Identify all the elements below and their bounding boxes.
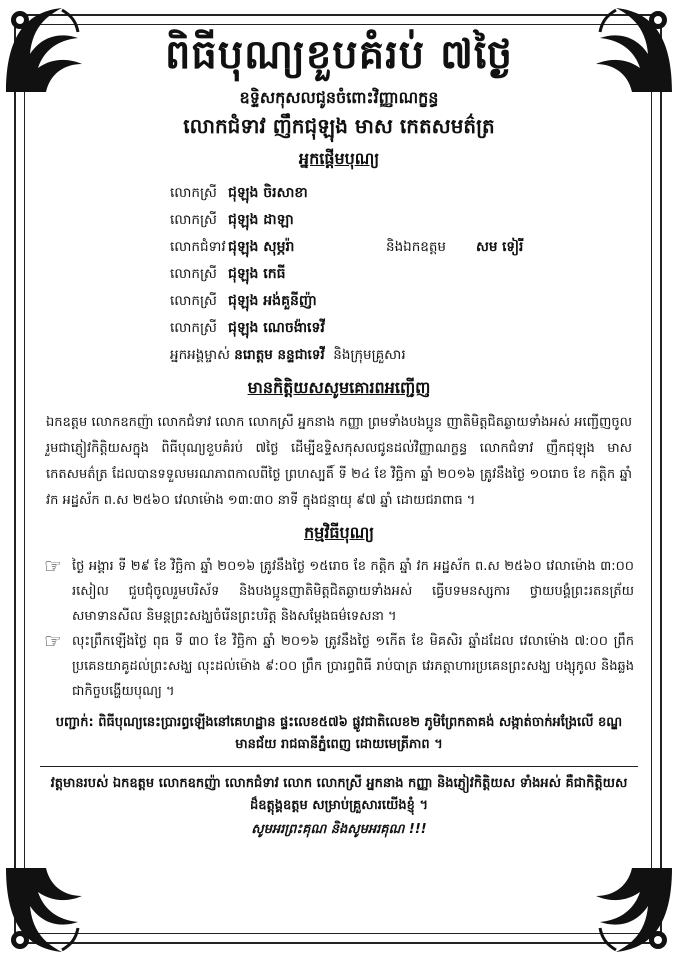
sponsor-row: [170, 315, 590, 342]
dedication-line: ឧទ្ទិសកុសលជូនចំពោះវិញ្ញាណក្ខន្ធ: [239, 88, 439, 107]
sponsor-row: [170, 288, 590, 315]
sponsor-name: ជុឡុង ណេចង៉ាទេវី: [228, 320, 325, 337]
thanks-line: សូមអរព្រះគុណ និងសូមអរគុណ !!!: [251, 822, 427, 838]
sponsor-name: ជុឡុង ចិរសាខា: [228, 185, 308, 202]
program-item: [44, 629, 634, 704]
sponsor-partner: សម ទៀរី: [476, 239, 524, 256]
sponsor-title: លោកស្រី: [170, 185, 217, 202]
sponsor-title: លោកស្រី: [170, 320, 217, 337]
invitation-body: [40, 30, 638, 840]
sponsor-name: ជុឡុង កេធី: [228, 266, 286, 283]
corner-flourish-icon: [2, 862, 98, 958]
sponsor-title: លោកស្រី: [170, 266, 217, 283]
deceased-name: លោកជំទាវ ញឹកជុឡុង មាស កេតសមត៌ត្រ: [183, 114, 495, 138]
sponsor-row: [170, 234, 590, 261]
organizer-label: អ្នកអង្គម្ចាស់: [170, 347, 230, 364]
invite-heading: មានកិត្តិយសសូមគោរពអញ្ជើញ: [247, 378, 431, 398]
sponsor-name: ជុឡុង សុម្ភរ៉ា: [228, 239, 295, 256]
program-item-text: លុះព្រឹកឡើងថ្ងៃ ពុធ ទី ៣០ ខែ វិច្ឆិកា ឆ្នាំ ២០១៦ ត្រូវនឹងថ្ងៃ ១កើត ខែ មិគសិរ ឆ្នាំដដែល វេលាម៉ោង ៧:០០ ព្រឹក ប្រគេនយាគូដល់ព្រះសង្ឃ លុះដល់ម៉ោង ៩:០០ ព្រឹក ប្រារព្ធពិធី រាប់បាត្រ វេរភត្តាហារប្រគេនព្រះសង្ឃ បង្សុកូល និងឆ្លងជាកិច្ចបង្ហើយបុណ្យ ។: [72, 634, 634, 700]
sponsor-name: ជុឡុង អង់គួនីញ៉ា: [228, 293, 317, 310]
sponsor-and-label: និងឯកឧត្តម: [386, 239, 446, 256]
pointing-hand-icon: ☞: [44, 629, 62, 654]
program-item: [44, 554, 634, 629]
sponsor-title: លោកជំទាវ: [170, 239, 226, 256]
program-item-text: ថ្ងៃ អង្គារ ទី ២៩ ខែ វិច្ឆិកា ឆ្នាំ ២០១៦ ត្រូវនឹងថ្ងៃ ១៥រោច ខែ កត្តិក ឆ្នាំ វក អដ្ឋស័ក ព.ស ២៥៦០ វេលាម៉ោង ៣:០០ រសៀល ជួបជុំចូលរួមបរិស័ទ និងបងប្អូនញាតិមិត្តជិតឆ្ងាយទាំងអស់ ធ្វើបទមនស្សការ ថ្វាយបង្គំព្រះរតនត្រ័យ សមាទានសីល និមន្តព្រះសង្ឃចំរើនព្រះបរិត្ត និងសម្ដែងធម៌ទេសនា ។: [72, 559, 634, 625]
program-heading: កម្មវិធីបុណ្យ: [304, 522, 374, 542]
corner-flourish-icon: [580, 862, 676, 958]
closing-message: វត្តមានរបស់ ឯកឧត្តម លោកឧកញ៉ា លោកជំទាវ លោក លោកស្រី អ្នកនាង កញ្ញា និងភ្ញៀវកិត្តិយស ទាំងអស់ គឺជាកិត្តិយសដ៏ឧត្តុង្គឧត្តម សម្រាប់គ្រួសារយើងខ្ញុំ ។: [50, 776, 628, 814]
sponsor-row: [170, 261, 590, 288]
sponsor-list: [170, 180, 590, 369]
organizer-suffix: និងក្រុមគ្រួសារ: [333, 347, 406, 364]
invitation-paragraph: ឯកឧត្តម លោកឧកញ៉ា លោកជំទាវ លោក លោកស្រី អ្នកនាង កញ្ញា ព្រមទាំងបងប្អូន ញាតិមិត្តជិតឆ្ងាយទាំងអស់ អញ្ជើញចូលរួមជាភ្ញៀវកិត្តិយសក្នុង ពិធីបុណ្យខួបគំរប់ ៧ថ្ងៃ ដើម្បីឧទ្ទិសកុសលជូនដល់វិញ្ញាណក្ខន្ធ លោកជំទាវ ញឹកជុឡុង មាស កេតសមត៌ត្រ ដែលបានទទួលមរណភាពកាលពីថ្ងៃ ព្រហស្បតិ៍ ទី ២៤ ខែ វិច្ឆិកា ឆ្នាំ ២០១៦ ត្រូវនឹងថ្ងៃ ១០រោច ខែ កត្តិក ឆ្នាំ វក អដ្ឋស័ក ព.ស ២៥៦០ វេលាម៉ោង ១៣:៣០ នាទី ក្នុងជន្មាយុ ៩៧ ឆ្នាំ ដោយជរាពាធ ។: [46, 414, 632, 508]
organizer-row: [170, 342, 590, 369]
divider: [40, 766, 638, 767]
ceremony-title: ពិធីបុណ្យខួបគំរប់ ៧ថ្ងៃ: [165, 32, 513, 78]
organizer-name: នរោត្តម នន្ទជាទេវី: [234, 347, 325, 364]
sponsor-name: ជុឡុង ដាឡា: [228, 212, 294, 229]
sponsor-title: លោកស្រី: [170, 212, 217, 229]
sponsor-title: លោកស្រី: [170, 293, 217, 310]
location-note: បញ្ជាក់: ពិធីបុណ្យនេះប្រារព្ធឡើងនៅគេហដ្ឋាន ផ្ទះលេខ៥៧៦ ផ្លូវជាតិលេខ២ ភូមិព្រែកតាគង់ សង្កាត់ចាក់អង្រែលើ ខណ្ឌមានជ័យ រាជធានីភ្នំពេញ ដោយមេត្រីភាព ។: [55, 715, 623, 753]
sponsors-heading: អ្នកផ្ដើមបុណ្យ: [298, 149, 380, 168]
sponsor-row: [170, 180, 590, 207]
pointing-hand-icon: ☞: [44, 554, 62, 579]
sponsor-row: [170, 207, 590, 234]
